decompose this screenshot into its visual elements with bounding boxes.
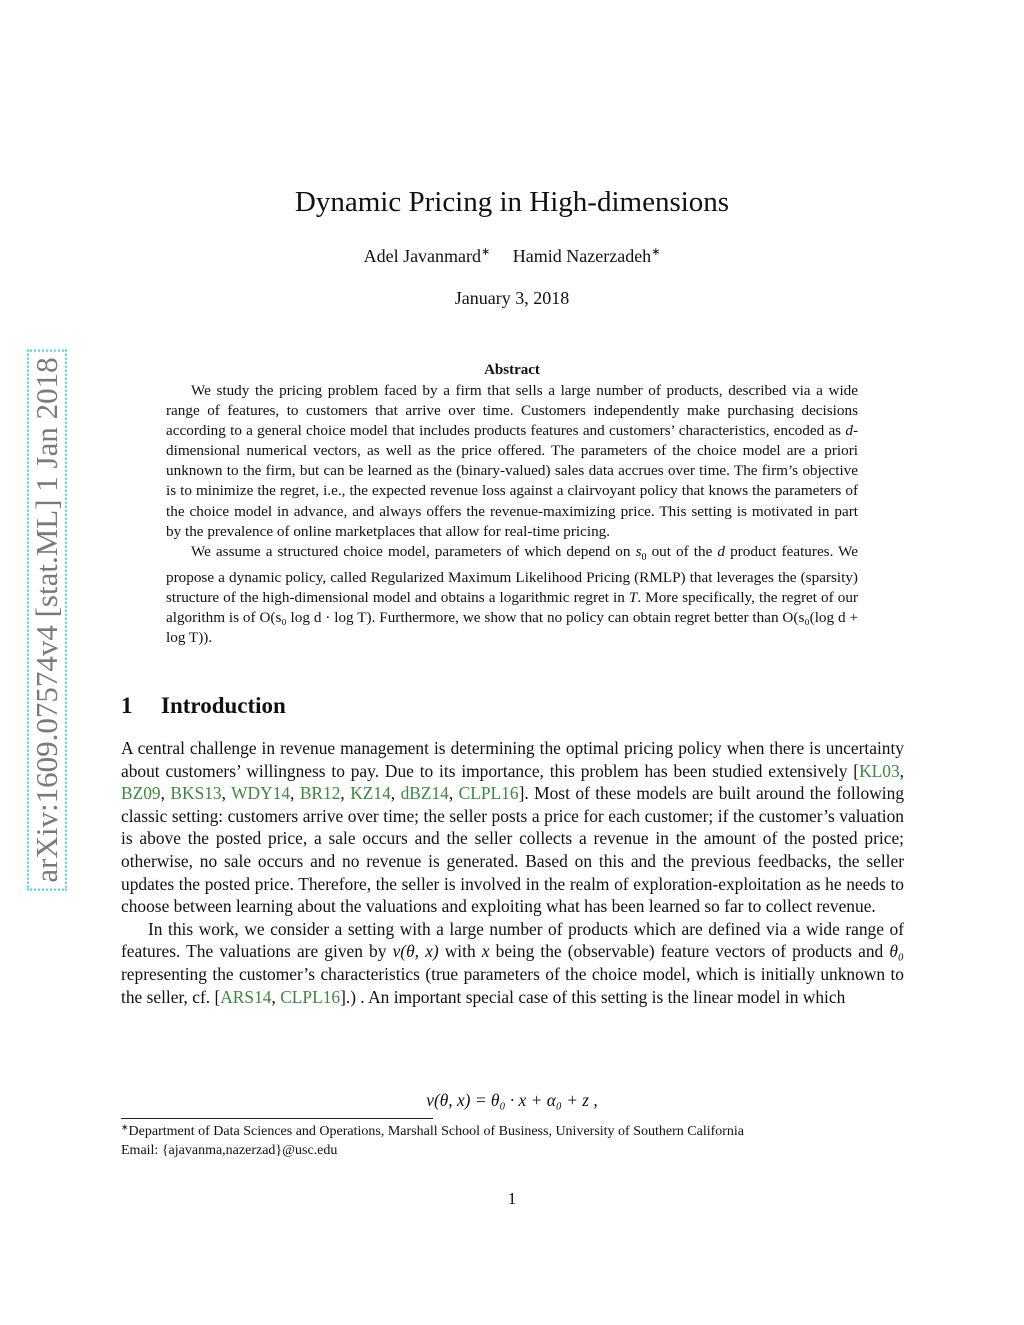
- citation-link[interactable]: BKS13: [170, 783, 222, 804]
- section-title: Introduction: [161, 693, 286, 718]
- math-d: d: [845, 422, 853, 440]
- page-number: 1: [507, 1189, 517, 1208]
- intro-paragraph-1: A central challenge in revenue management is determining the optimal pricing policy when there is uncertainty about customers’ willingness to pay. Due to its importance, this problem has been studied extensively [KL03, BZ09, BKS13, WDY14, BR12, KZ14, dBZ14, CLPL16]. Most of these models are built around the following classic setting: customers arrive over time; the seller posts a price for each customer; if the customer’s valuation is above the posted price, a sale occurs and the seller collects a revenue in the amount of the posted price; otherwise, no sale occurs and no revenue is generated. Based on this and the previous feedbacks, the seller updates the posted price. Therefore, the seller is involved in the realm of exploration-exploitation as he needs to choose between learning about the valuations and exploiting what has been learned so far to collect revenue.: [121, 738, 905, 917]
- math-T: T: [628, 588, 638, 606]
- footnote-email[interactable]: Email: {ajavanma,nazerzad}@usc.edu: [121, 1142, 338, 1158]
- citation-link[interactable]: KZ14: [350, 783, 391, 804]
- section-heading-introduction: [121, 691, 286, 721]
- abstract-paragraph-1: We study the pricing problem faced by a firm that sells a large number of products, described via a wide range of features, to customers that arrive over time. Customers independently make purchasing decisions according to a general choice model that includes products features and customers’ characteristics, encoded as d-dimensional numerical vectors, as well as the price offered. The parameters of the choice model are a priori unknown to the firm, but can be learned as the (binary-valued) sales data accrues over time. The firm’s objective is to minimize the regret, i.e., the expected revenue loss against a clairvoyant policy that knows the parameters of the choice model in advance, and always offers the revenue-maximizing price. This setting is motivated in part by the prevalence of online marketplaces that allow for real-time pricing.: [166, 382, 858, 540]
- regret-lower-bound: O(s₀(log d + log T)).: [166, 609, 859, 647]
- affiliation-mark[interactable]: ∗: [651, 246, 661, 258]
- citation-link[interactable]: BR12: [299, 783, 341, 804]
- regret-upper-bound: O(s₀ log d · log T).: [259, 609, 376, 627]
- abstract-paragraph-2: We assume a structured choice model, parameters of which depend on $s_0$ out of the d product features. We propose a dynamic policy, called Regularized Maximum Likelihood Pricing (RMLP) that leverages the (sparsity) structure of the high-dimensional model and obtains a logarithmic regret in T. More specifically, the regret of our algorithm is of O(s₀ log d · log T). Furthermore, we show that no policy can obtain regret better than O(s₀(log d + log T)).: [166, 542, 859, 647]
- paper-title: Dynamic Pricing in High-dimensions: [294, 186, 730, 218]
- paper-date: January 3, 2018: [454, 288, 570, 308]
- linear-model-equation: v(θ, x) = θ₀ · x + α₀ + z ,: [426, 1090, 598, 1110]
- abstract-body: [166, 381, 858, 648]
- author-1: [364, 246, 491, 266]
- author-2: [513, 246, 661, 266]
- introduction-body: [121, 737, 904, 1008]
- citation-link[interactable]: BZ09: [121, 783, 161, 804]
- math-d: d: [717, 542, 725, 560]
- citation-link[interactable]: KL03: [859, 760, 900, 781]
- affiliation-mark[interactable]: ∗: [481, 246, 491, 258]
- abstract-heading: Abstract: [484, 362, 540, 378]
- footnote-divider: [121, 1118, 433, 1119]
- section-number: 1: [121, 693, 133, 718]
- author-list: [0, 244, 1024, 268]
- math-x: x: [481, 941, 490, 962]
- intro-paragraph-2: In this work, we consider a setting with a large number of products which are defined via a wide range of features. The valuations are given by v(θ, x) with x being the (observable) feature vectors of products and θ₀ representing the customer’s characteristics (true parameters of the choice model, which is initially unknown to the seller, cf. [ARS14, CLPL16].) . An important special case of this setting is the linear model in which: [121, 918, 904, 1007]
- citation-link[interactable]: WDY14: [231, 783, 291, 804]
- author-name: Hamid Nazerzadeh: [512, 246, 652, 266]
- author-name: Adel Javanmard: [363, 246, 482, 266]
- math-theta0: θ₀: [889, 941, 904, 962]
- arxiv-identifier-stamp[interactable]: arXiv:1609.07574v4 [stat.ML] 1 Jan 2018: [27, 349, 67, 890]
- citation-link[interactable]: CLPL16: [280, 986, 341, 1007]
- footnote-affiliation: ∗Department of Data Sciences and Operations, Marshall School of Business, University of Southern California: [121, 1122, 745, 1139]
- footnote: [121, 1123, 904, 1160]
- citation-link[interactable]: ARS14: [220, 986, 272, 1007]
- math-valuation: v(θ, x): [392, 941, 439, 962]
- math-s0: $s_0$: [635, 542, 647, 563]
- citation-link[interactable]: dBZ14: [400, 783, 449, 804]
- citation-link[interactable]: CLPL16: [458, 783, 519, 804]
